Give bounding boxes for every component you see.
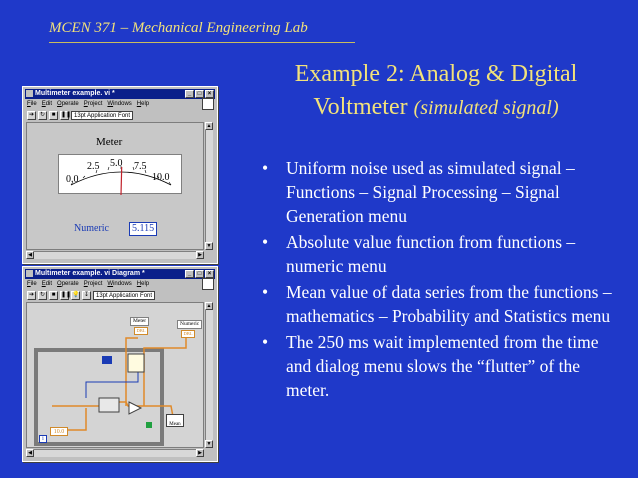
absolute-value-node xyxy=(129,402,141,414)
bullet-dot: • xyxy=(262,332,269,352)
menu-edit[interactable]: Edit xyxy=(41,281,53,287)
block-diagram-toolbar xyxy=(27,290,155,300)
pause-icon[interactable]: ❚❚ xyxy=(61,291,72,298)
menu-file[interactable]: File xyxy=(27,281,37,287)
vi-connector-icon xyxy=(202,278,214,290)
meter-tick-0: 0.0 xyxy=(66,174,79,185)
menu-project[interactable]: Project xyxy=(83,101,103,107)
bullet-dot: • xyxy=(262,282,269,302)
title-voltmeter: Voltmeter xyxy=(313,94,408,120)
block-diagram-titlebar[interactable] xyxy=(25,269,215,279)
scroll-right-icon[interactable]: ▶ xyxy=(196,251,204,259)
scroll-left-icon[interactable]: ◀ xyxy=(26,449,34,457)
bullet-dot: • xyxy=(262,232,269,252)
block-diagram-title: Multimeter example. vi Diagram * xyxy=(35,270,145,277)
menu-help[interactable]: Help xyxy=(136,281,150,287)
meter-tick-4: 10.0 xyxy=(152,172,170,183)
bullet-text: The 250 ms wait implemented from the time and dialog menu slows the “flutter” of the meter. xyxy=(286,332,599,400)
bullet-text: Mean value of data series from the functions – mathematics – Probability and Statistics menu xyxy=(286,282,612,326)
bullet-item xyxy=(262,280,622,328)
step-icon[interactable]: ↧ xyxy=(83,291,90,298)
minimize-icon[interactable]: _ xyxy=(185,90,194,98)
loop-condition-icon xyxy=(146,422,152,428)
meter-terminal-label: Meter xyxy=(130,317,149,326)
abort-icon[interactable]: ■ xyxy=(49,291,58,300)
front-panel-title: Multimeter example. vi * xyxy=(35,90,115,97)
header-divider xyxy=(49,42,355,43)
run-continuous-icon[interactable]: ↻ xyxy=(39,291,46,298)
menu-windows[interactable]: Windows xyxy=(107,281,132,287)
menu-edit[interactable]: Edit xyxy=(41,101,53,107)
scroll-down-icon[interactable]: ▼ xyxy=(206,243,212,249)
front-panel-hscroll[interactable] xyxy=(26,251,204,259)
meter-label: Meter xyxy=(96,136,123,148)
title-subtitle: (simulated signal) xyxy=(413,97,559,119)
font-select[interactable]: 13pt Application Font xyxy=(71,111,133,120)
front-panel-vscroll[interactable] xyxy=(205,122,213,250)
numeric-label: Numeric xyxy=(74,223,109,234)
course-header: MCEN 371 – Mechanical Engineering Lab xyxy=(49,20,308,36)
title-line-2 xyxy=(240,91,632,125)
scroll-up-icon[interactable]: ▲ xyxy=(206,123,212,129)
bullet-item xyxy=(262,156,622,228)
menu-project[interactable]: Project xyxy=(83,281,103,287)
constant-10[interactable]: 10.0 xyxy=(50,427,68,436)
title-line-1: Example 2: Analog & Digital xyxy=(294,61,578,87)
menu-help[interactable]: Help xyxy=(136,101,150,107)
scroll-right-icon[interactable]: ▶ xyxy=(196,449,204,457)
menu-file[interactable]: File xyxy=(27,101,37,107)
close-icon[interactable]: × xyxy=(205,270,214,278)
mean-node[interactable]: Mean xyxy=(166,414,184,427)
timer-constant-icon xyxy=(102,356,112,364)
pause-icon[interactable]: ❚❚ xyxy=(61,111,72,118)
maximize-icon[interactable]: □ xyxy=(195,270,204,278)
bullet-text: Absolute value function from functions – numeric menu xyxy=(286,232,576,276)
run-arrow-icon[interactable]: ➔ xyxy=(28,111,35,118)
bullet-dot: • xyxy=(262,158,269,178)
bullet-text: Uniform noise used as simulated signal – Functions – Signal Processing – Signal Generation menu xyxy=(286,158,575,226)
front-panel-toolbar xyxy=(27,110,133,120)
highlight-execution-icon[interactable]: 💡 xyxy=(72,291,80,298)
wait-timer-node xyxy=(128,354,144,372)
scroll-left-icon[interactable]: ◀ xyxy=(26,251,34,259)
front-panel-menubar xyxy=(27,100,149,109)
maximize-icon[interactable]: □ xyxy=(195,90,204,98)
abort-icon[interactable]: ■ xyxy=(49,111,58,120)
menu-operate[interactable]: Operate xyxy=(57,101,79,107)
scroll-up-icon[interactable]: ▲ xyxy=(206,303,212,309)
uniform-noise-node xyxy=(99,398,119,412)
close-icon[interactable]: × xyxy=(205,90,214,98)
scroll-down-icon[interactable]: ▼ xyxy=(206,441,212,447)
bullet-list xyxy=(262,156,622,404)
run-continuous-icon[interactable]: ↻ xyxy=(39,111,46,118)
labview-app-icon xyxy=(26,90,33,97)
numeric-terminal[interactable]: DBL xyxy=(181,330,195,338)
meter-needle xyxy=(121,167,122,195)
bullet-item xyxy=(262,330,622,402)
bullet-item xyxy=(262,230,622,278)
loop-iteration-terminal: i xyxy=(39,435,47,443)
menu-windows[interactable]: Windows xyxy=(107,101,132,107)
meter-tick-1: 2.5 xyxy=(87,161,100,172)
menu-operate[interactable]: Operate xyxy=(57,281,79,287)
block-diagram-vscroll[interactable] xyxy=(205,302,213,448)
numeric-terminal-label: Numeric xyxy=(177,320,202,329)
vi-connector-icon xyxy=(202,98,214,110)
front-panel-titlebar[interactable] xyxy=(25,89,215,99)
meter-tick-3: 7.5 xyxy=(134,161,147,172)
block-diagram-menubar xyxy=(27,280,149,289)
meter-terminal[interactable]: DBL xyxy=(134,327,148,335)
numeric-indicator[interactable]: 5.115 xyxy=(129,222,157,236)
meter-tick-2: 5.0 xyxy=(110,158,123,169)
run-arrow-icon[interactable]: ➔ xyxy=(28,291,35,298)
minimize-icon[interactable]: _ xyxy=(185,270,194,278)
labview-app-icon xyxy=(26,270,33,277)
slide-title xyxy=(240,58,632,125)
data-wire xyxy=(144,338,186,406)
font-select[interactable]: 13pt Application Font xyxy=(93,291,155,300)
